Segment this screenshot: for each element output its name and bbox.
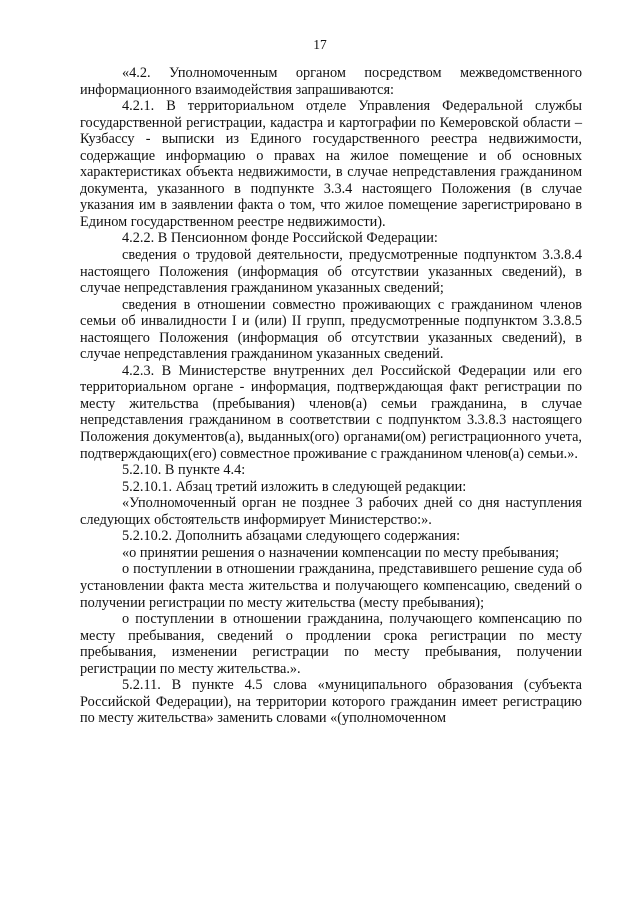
paragraph-4-2-1: 4.2.1. В территориальном отделе Управления Федеральной службы государственной регистрации, кадастра и картографии по Кемеровской области – Кузбассу - выписки из Единого государственного реестра недвижимости, содержащие информацию о правах на жилое помещение и об основных характеристиках объекта недвижимости, в случае непредставления гражданином документа, указанного в подпункте 3.3.4 настоящего Положения (в случае указания им в заявлении факта о том, что жилое помещение зарегистрировано в Едином государственном реестре недвижимости). — [80, 98, 582, 230]
paragraph-court-decision: о поступлении в отношении гражданина, представившего решение суда об установлении факта места жительства и получающего компенсацию, сведений о получении регистрации по месту жительства (месту пребывания); — [80, 561, 582, 611]
paragraph-labor-info: сведения о трудовой деятельности, предусмотренные подпунктом 3.3.8.4 настоящего Положения (информация об отсутствии указанных сведений), в случае непредставления гражданином указанных сведений; — [80, 247, 582, 297]
paragraph-compensation-decision: «о принятии решения о назначении компенсации по месту пребывания; — [122, 544, 560, 561]
paragraph-5-2-10-2: 5.2.10.2. Дополнить абзацами следующего содержания: — [122, 528, 461, 545]
paragraph-4-2-2: 4.2.2. В Пенсионном фонде Российской Федерации: — [122, 230, 438, 247]
paragraph-4-2-3: 4.2.3. В Министерстве внутренних дел Российской Федерации или его территориальном органе - информация, подтверждающая факт регистрации по месту жительства (пребывания) членов(а) семьи гражданина, в случае непредставления гражданином в соответствии с подпунктом 3.3.8.3 настоящего Положения документов(а), выданных(ого) органами(ом) регистрационного учета, подтверждающих(его) совместное проживание с гражданином членов(а) семьи.». — [80, 362, 582, 462]
paragraph-5-2-11: 5.2.11. В пункте 4.5 слова «муниципального образования (субъекта Российской Федерации), на территории которого гражданин имеет регистрацию по месту жительства» заменить словами «(уполномоченном — [80, 677, 582, 727]
paragraph-5-2-10: 5.2.10. В пункте 4.4: — [122, 462, 246, 479]
paragraph-5-2-10-1: 5.2.10.1. Абзац третий изложить в следующей редакции: — [122, 478, 467, 495]
paragraph-registration-extension: о поступлении в отношении гражданина, получающего компенсацию по месту пребывания, сведений о продлении срока регистрации по месту пребывания, изменении регистрации по месту пребывания, получении регистрации по месту жительства.». — [80, 611, 582, 677]
paragraph-disability-info: сведения в отношении совместно проживающих с гражданином членов семьи об инвалидности I и (или) II групп, предусмотренные подпунктом 3.3.8.5 настоящего Положения (информация об отсутствии указанных сведений), в случае непредставления гражданином указанных сведений. — [80, 296, 582, 363]
document-body — [80, 65, 582, 727]
paragraph-authorized-body: «Уполномоченный орган не позднее 3 рабочих дней со дня наступления следующих обстоятельств информирует Министерство:». — [80, 495, 582, 528]
page-number: 17 — [313, 37, 327, 52]
paragraph-4-2-intro: «4.2. Уполномоченным органом посредством межведомственного информационного взаимодействия запрашиваются: — [80, 65, 582, 98]
